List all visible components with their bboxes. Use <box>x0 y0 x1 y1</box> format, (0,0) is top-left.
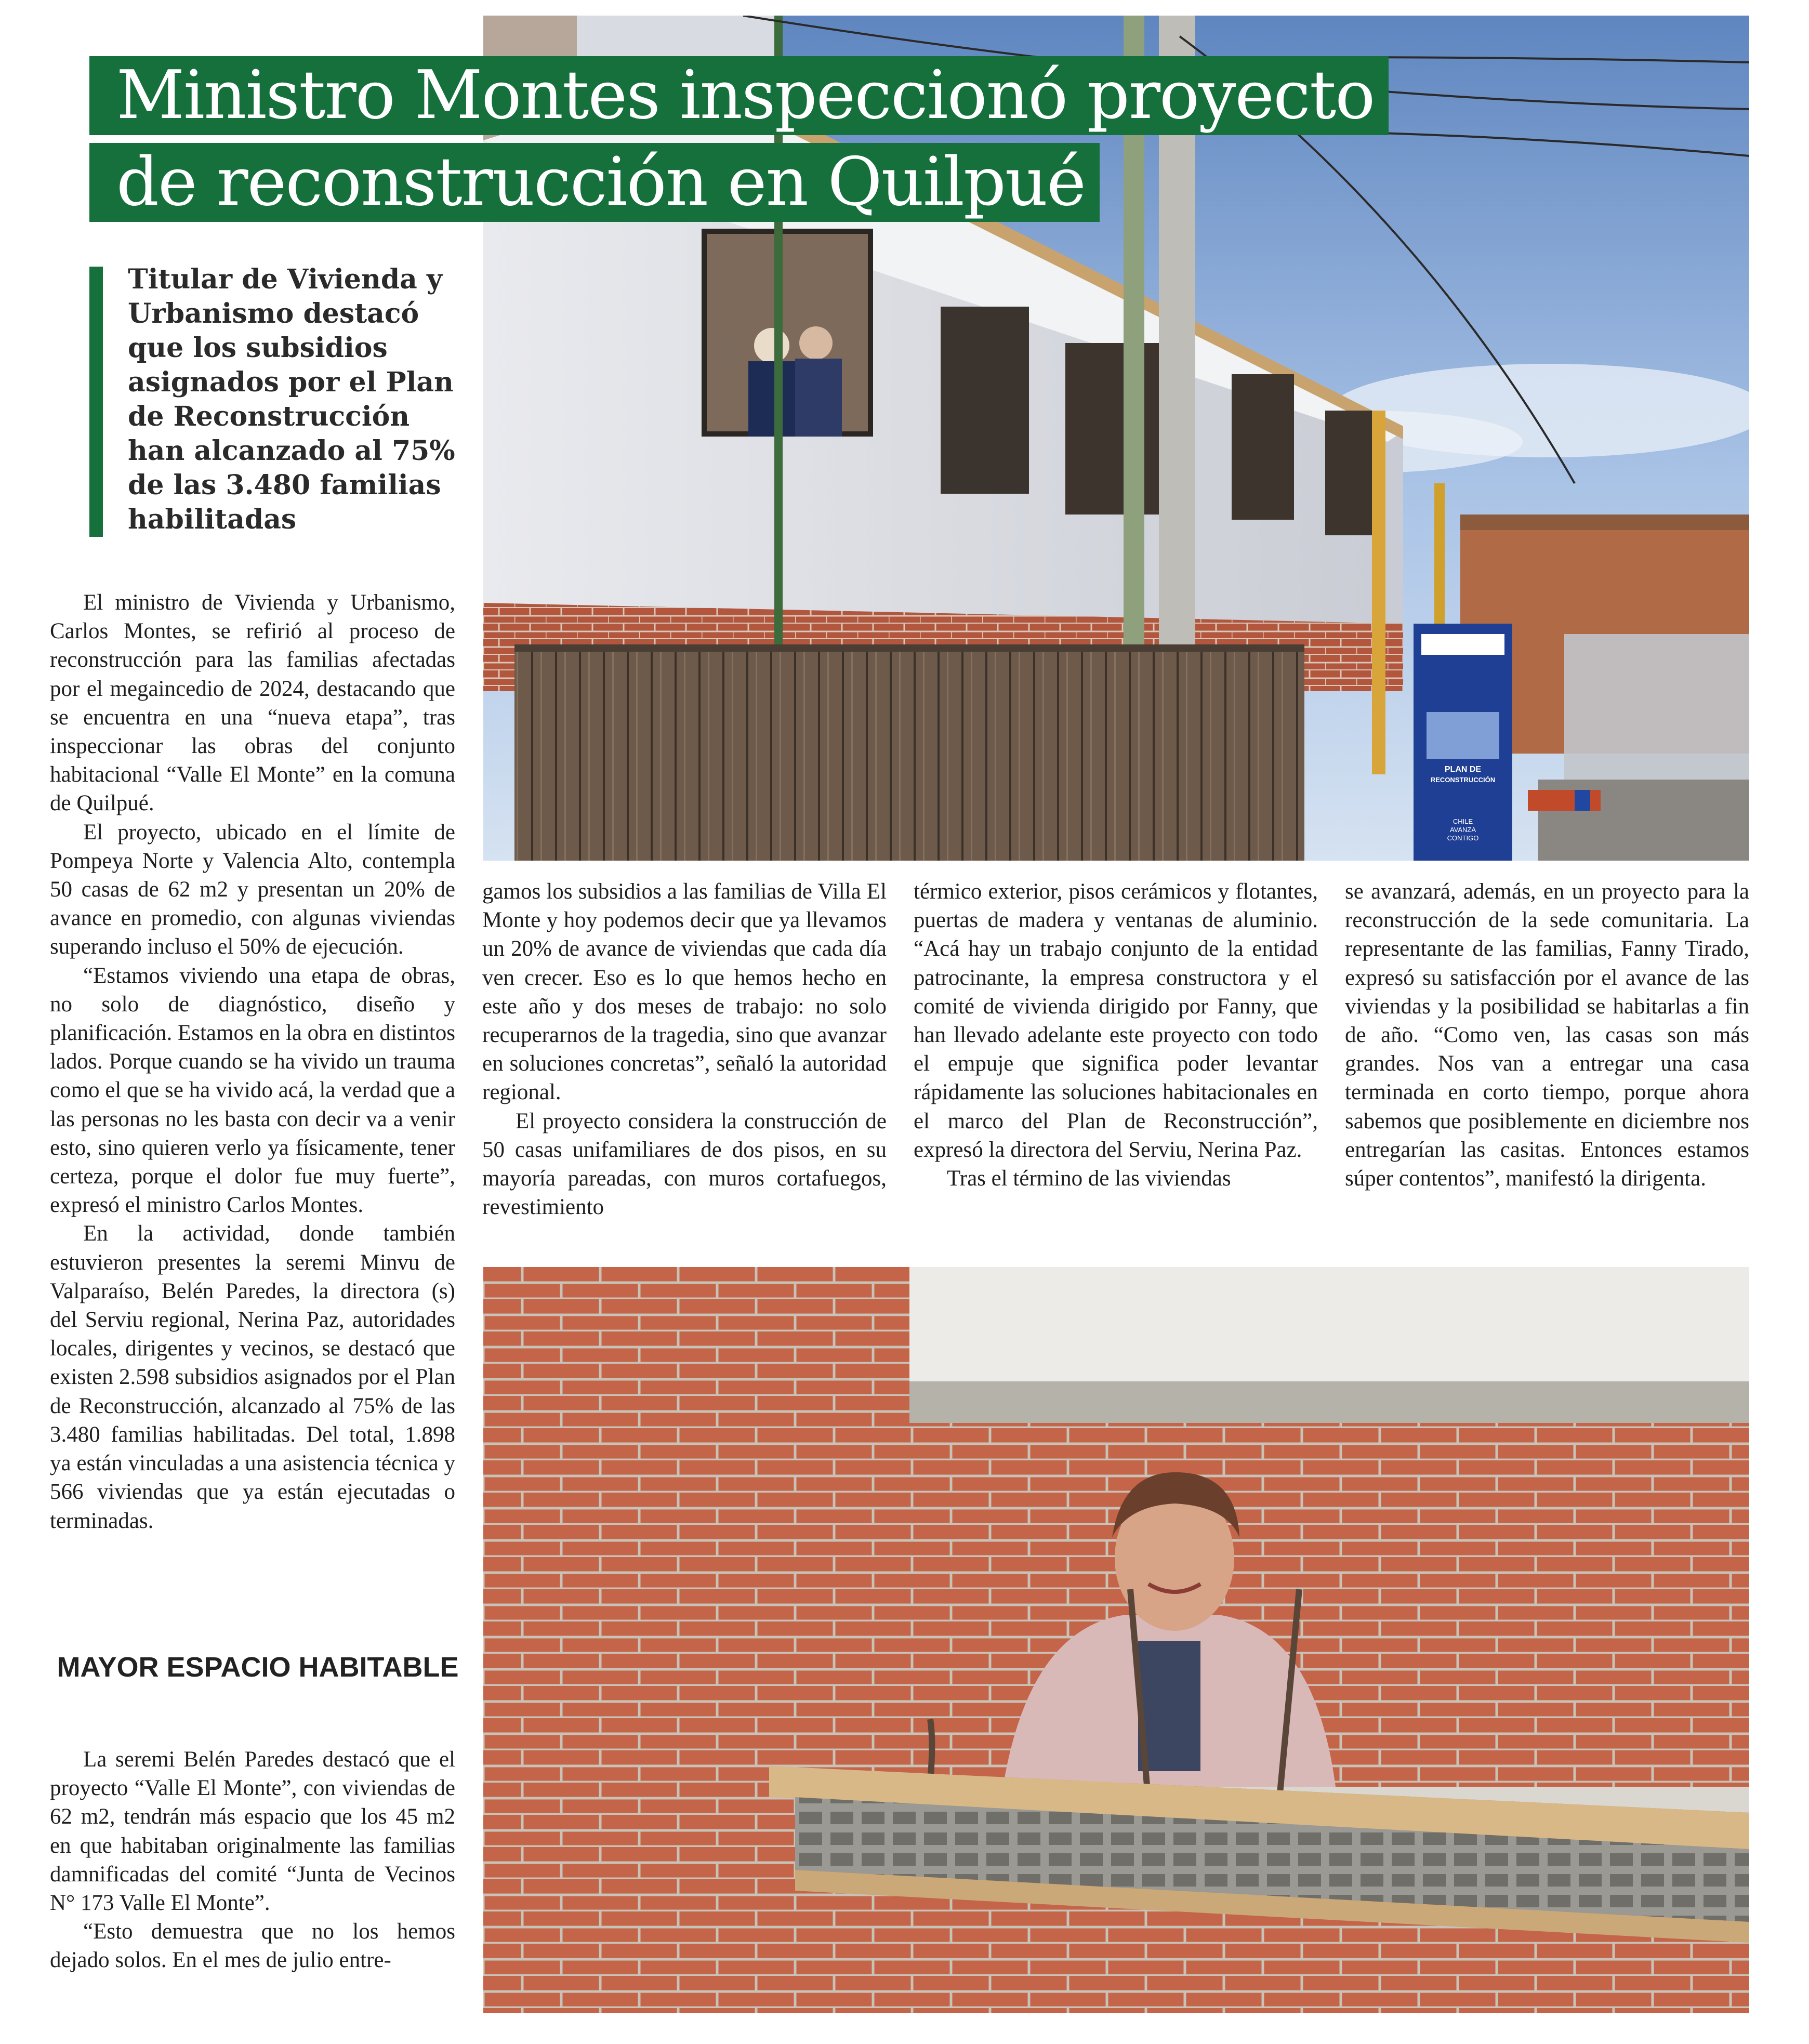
column-3 <box>914 877 1318 1193</box>
column-1 <box>50 588 455 1535</box>
paragraph: se avanzará, además, en un proyecto para la reconstrucción de la sede comunitaria. La representante de las familias, Fanny Tirado, expresó su satisfacción por el avance de las viviendas y la posibilidad se habitarlas a fin de año. “Como ven, las casas son más grandes. Nos van a entregar una casa terminada en corto tiempo, porque ahora sabemos que posiblemente en diciembre nos entregarían las casitas. Entonces estamos súper contentos”, manifestó la dirigenta. <box>1345 879 1749 1191</box>
svg-text:CHILE: CHILE <box>1453 817 1473 825</box>
top-photo <box>483 16 1749 861</box>
subhead-mayor-espacio: MAYOR ESPACIO HABITABLE <box>57 1652 459 1683</box>
paragraph: En la actividad, donde también estuvieron presentes la seremi Minvu de Valparaíso, Belén Paredes, la directora (s) del Serviu regional, Nerina Paz, autoridades locales, dirigentes y vecinos, se destacó que existen 2.598 subsidios asignados por el Plan de Reconstrucción, alcanzado al 75% de las 3.480 familias habilitadas. Del total, 1.898 ya están vinculadas a una asistencia técnica y 566 viviendas que ya están ejecutadas o terminadas. <box>50 1221 455 1533</box>
woman-window-illustration <box>483 1267 1749 2013</box>
headline-line-1: Ministro Montes inspeccionó proyecto <box>89 56 1389 135</box>
paragraph: “Estamos viviendo una etapa de obras, no solo de diagnóstico, diseño y planificación. Estamos en la obra en distintos lados. Porque cuando se ha vivido un trauma como el que se ha vivido acá, la verdad que a las personas no les basta con decir va a venir esto, sino quieren verlo ya físicamente, tener certeza, porque el dolor fue muy fuerte”, expresó el ministro Carlos Montes. <box>50 963 455 1218</box>
column-2 <box>482 877 887 1221</box>
construction-site-illustration <box>483 16 1749 861</box>
paragraph: gamos los subsidios a las familias de Villa El Monte y hoy podemos decir que ya llevamos un 20% de avance de viviendas que cada día ven crecer. Eso es lo que hemos hecho en este año y dos meses de trabajo: no solo recuperarnos de la tragedia, sino que avanzar en soluciones concretas”, señaló la autoridad regional. <box>482 879 887 1105</box>
bottom-photo <box>483 1267 1749 2013</box>
svg-text:RECONSTRUCCIÓN: RECONSTRUCCIÓN <box>1430 776 1496 784</box>
paragraph: Tras el término de las viviendas <box>947 1166 1231 1191</box>
paragraph: La seremi Belén Paredes destacó que el proyecto “Valle El Monte”, con viviendas de 62 m2, tendrán más espacio que los 45 m2 en que habitaban originalmente las familias damnificadas del comité “Junta de Vecinos N° 173 Valle El Monte”. <box>50 1747 455 1916</box>
paragraph: térmico exterior, pisos cerámicos y flotantes, puertas de madera y ventanas de aluminio. “Acá hay un trabajo conjunto de la entidad patrocinante, la empresa constructora y el comité de vivienda dirigido por Fanny, que han llevado adelante este proyecto con todo el empuje que significa poder levantar rápidamente las soluciones habitacionales en el marco del Plan de Reconstrucción”, expresó la directora del Serviu, Nerina Paz. <box>914 879 1318 1162</box>
reconstruction-sign <box>1414 624 1512 861</box>
svg-text:AVANZA: AVANZA <box>1449 826 1476 834</box>
paragraph: El ministro de Vivienda y Urbanismo, Carlos Montes, se refirió al proceso de reconstrucción para las familias afectadas por el megaincedio de 2024, destacando que se encuentra en una “nueva etapa”, tras inspeccionar las obras del conjunto habitacional “Valle El Monte” en la comuna de Quilpué. <box>50 590 455 816</box>
paragraph: El proyecto considera la construcción de 50 casas unifamiliares de dos pisos, en su mayoría pareadas, con muros cortafuegos, revestimiento <box>482 1109 887 1220</box>
svg-text:CONTIGO: CONTIGO <box>1447 834 1479 842</box>
lede-accent-rule <box>89 267 103 537</box>
headline-line-2: de reconstrucción en Quilpué <box>89 143 1100 222</box>
paragraph: “Esto demuestra que no los hemos dejado solos. En el mes de julio entre- <box>50 1919 455 1973</box>
svg-text:PLAN DE: PLAN DE <box>1444 765 1482 774</box>
column-1-continued <box>50 1745 455 1975</box>
paragraph: El proyecto, ubicado en el límite de Pompeya Norte y Valencia Alto, contempla 50 casas de 62 m2 y presentan un 20% de avance en promedio, con algunas viviendas superando incluso el 50% de ejecución. <box>50 820 455 959</box>
lede: Titular de Vivienda y Urbanismo destacó que los subsidios asignados por el Plan de Reconstrucción han alcanzado al 75% de las 3.480 familias habilitadas <box>128 263 455 535</box>
column-4 <box>1345 877 1749 1193</box>
wooden-fence <box>514 650 1304 861</box>
